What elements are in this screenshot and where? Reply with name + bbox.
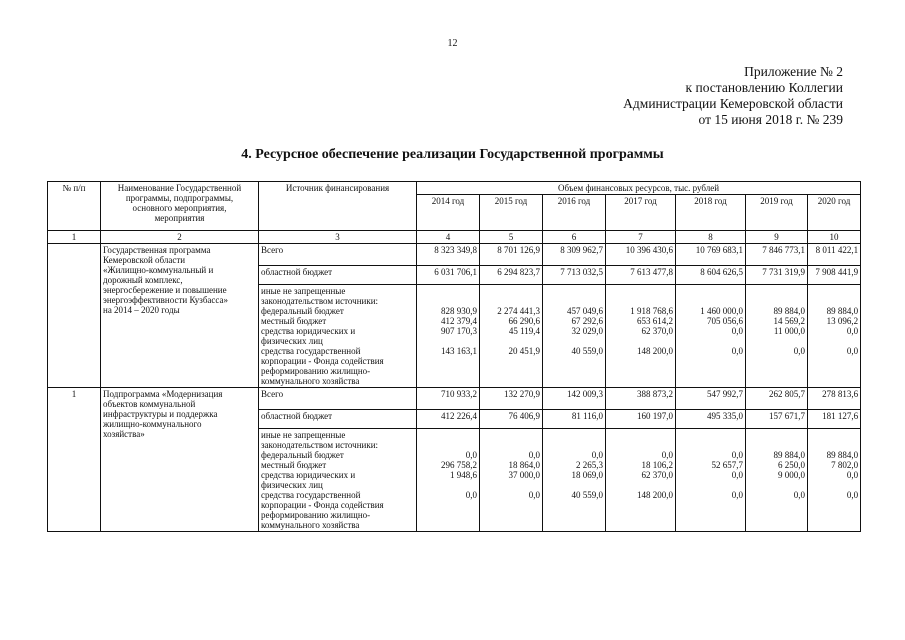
total-value: 10 769 683,1 — [676, 244, 746, 266]
federal-value: 2 274 441,3 — [497, 306, 540, 316]
total-value: 8 309 962,7 — [543, 244, 606, 266]
regional-value: 8 604 626,5 — [676, 266, 746, 285]
regional-value: 7 713 032,5 — [543, 266, 606, 285]
local-value: 67 292,6 — [571, 316, 603, 326]
local-value: 52 657,7 — [711, 460, 743, 470]
header-year: 2015 год — [480, 195, 543, 231]
federal-value: 89 884,0 — [773, 306, 805, 316]
local-value: 18 106,2 — [641, 460, 673, 470]
regional-value: 412 226,4 — [417, 410, 480, 429]
column-number: 8 — [676, 231, 746, 244]
source-line: федеральный бюджет — [261, 450, 344, 460]
source-line: федеральный бюджет — [261, 306, 344, 316]
federal-value: 1 918 768,6 — [630, 306, 673, 316]
federal-value: 0,0 — [661, 450, 673, 460]
appendix-line: Администрации Кемеровской области — [623, 96, 843, 111]
program-name-line: «Жилищно-коммунальный и — [103, 265, 214, 275]
program-name-line: жилищно-коммунального — [103, 419, 202, 429]
header-name-line: мероприятия — [154, 213, 205, 223]
header-volume: Объем финансовых ресурсов, тыс. рублей — [417, 182, 861, 195]
federal-value: 89 884,0 — [826, 306, 859, 316]
source-line: законодательством источники: — [261, 440, 379, 450]
header-year: 2020 год — [808, 195, 861, 231]
total-value: 7 846 773,1 — [746, 244, 808, 266]
source-line: коммунального хозяйства — [261, 376, 360, 386]
header-source: Источник финансирования — [259, 182, 417, 231]
appendix-line: к постановлению Коллегии — [685, 80, 843, 95]
legal-value: 62 370,0 — [641, 470, 673, 480]
source-line: реформированию жилищно- — [261, 510, 371, 520]
fund-value: 0,0 — [793, 346, 805, 356]
legal-value: 37 000,0 — [508, 470, 540, 480]
program-name-line: дорожный комплекс, — [103, 275, 183, 285]
federal-value: 89 884,0 — [773, 450, 805, 460]
total-value: 132 270,9 — [480, 388, 543, 410]
source-regional: областной бюджет — [259, 410, 417, 429]
source-line: иные не запрещенные — [261, 430, 346, 440]
source-line: физических лиц — [261, 480, 323, 490]
local-value: 6 250,0 — [778, 460, 805, 470]
resource-table — [47, 181, 861, 532]
other-values-cell — [543, 285, 606, 388]
legal-value: 62 370,0 — [641, 326, 673, 336]
regional-value: 7 908 441,9 — [808, 266, 861, 285]
header-num: № п/п — [48, 182, 101, 231]
header-year: 2016 год — [543, 195, 606, 231]
federal-value: 1 460 000,0 — [700, 306, 743, 316]
source-total: Всего — [259, 388, 417, 410]
legal-value: 9 000,0 — [778, 470, 805, 480]
program-name-line: энергоэффективности Кузбасса» — [103, 295, 229, 305]
source-line: корпорации - Фонда содействия — [261, 500, 384, 510]
local-value: 2 265,3 — [576, 460, 603, 470]
regional-value: 495 335,0 — [676, 410, 746, 429]
program-name-line: хозяйства» — [103, 429, 145, 439]
federal-value: 0,0 — [731, 450, 743, 460]
local-value: 7 802,0 — [831, 460, 859, 470]
program-name-line: на 2014 – 2020 годы — [103, 305, 180, 315]
total-value: 142 009,3 — [543, 388, 606, 410]
regional-value: 7 731 319,9 — [746, 266, 808, 285]
header-year: 2014 год — [417, 195, 480, 231]
source-line: законодательством источники: — [261, 296, 379, 306]
fund-value: 148 200,0 — [637, 490, 673, 500]
local-value: 66 290,6 — [508, 316, 540, 326]
header-year: 2018 год — [676, 195, 746, 231]
other-values-cell — [808, 285, 861, 388]
local-value: 653 614,2 — [637, 316, 673, 326]
total-value: 547 992,7 — [676, 388, 746, 410]
program-name-line: инфраструктуры и поддержка — [103, 409, 218, 419]
total-value: 8 323 349,8 — [417, 244, 480, 266]
federal-value: 0,0 — [528, 450, 540, 460]
total-row — [48, 388, 861, 410]
fund-value: 148 200,0 — [637, 346, 673, 356]
legal-value: 0,0 — [731, 470, 743, 480]
other-values-cell — [417, 285, 480, 388]
header-name-line: Наименование Государственной — [117, 183, 242, 193]
fund-value: 0,0 — [465, 490, 477, 500]
appendix-block — [623, 64, 843, 128]
legal-value: 32 029,0 — [571, 326, 603, 336]
program-name-line: энергосбережение и повышение — [103, 285, 227, 295]
other-values-cell — [606, 429, 676, 532]
other-values-cell — [746, 285, 808, 388]
fund-value: 0,0 — [731, 346, 743, 356]
regional-value: 81 116,0 — [543, 410, 606, 429]
other-values-cell — [808, 429, 861, 532]
legal-value: 0,0 — [846, 326, 859, 336]
column-number: 5 — [480, 231, 543, 244]
legal-value: 907 170,3 — [441, 326, 477, 336]
source-line: физических лиц — [261, 336, 323, 346]
local-value: 412 379,4 — [441, 316, 477, 326]
regional-value: 160 197,0 — [606, 410, 676, 429]
legal-value: 18 069,0 — [571, 470, 603, 480]
header-row — [48, 182, 861, 195]
program-name — [101, 244, 259, 388]
source-line: местный бюджет — [261, 460, 327, 470]
column-number: 6 — [543, 231, 606, 244]
source-line: средства государственной — [261, 490, 361, 500]
total-value: 278 813,6 — [808, 388, 861, 410]
legal-value: 1 948,6 — [450, 470, 477, 480]
column-number: 7 — [606, 231, 676, 244]
fund-value: 143 163,1 — [441, 346, 477, 356]
column-number: 9 — [746, 231, 808, 244]
regional-value: 6 294 823,7 — [480, 266, 543, 285]
total-value: 710 933,2 — [417, 388, 480, 410]
total-value: 10 396 430,6 — [606, 244, 676, 266]
fund-value: 0,0 — [793, 490, 805, 500]
source-other — [259, 429, 417, 532]
program-name-line: Кемеровской области — [103, 255, 186, 265]
legal-value: 11 000,0 — [773, 326, 805, 336]
regional-value: 76 406,9 — [480, 410, 543, 429]
source-line: местный бюджет — [261, 316, 327, 326]
source-line: средства юридических и — [261, 326, 356, 336]
program-name — [101, 388, 259, 532]
regional-value: 181 127,6 — [808, 410, 861, 429]
other-values-cell — [746, 429, 808, 532]
other-values-cell — [543, 429, 606, 532]
header-year: 2017 год — [606, 195, 676, 231]
fund-value: 40 559,0 — [571, 490, 603, 500]
source-total: Всего — [259, 244, 417, 266]
fund-value: 0,0 — [846, 346, 859, 356]
legal-value: 0,0 — [731, 326, 743, 336]
regional-value: 6 031 706,1 — [417, 266, 480, 285]
page-number: 12 — [447, 38, 458, 49]
other-values-cell — [676, 285, 746, 388]
document-title: 4. Ресурсное обеспечение реализации Государственной программы — [241, 147, 664, 162]
other-values-cell — [417, 429, 480, 532]
fund-value: 40 559,0 — [571, 346, 603, 356]
column-number: 1 — [48, 231, 101, 244]
source-other — [259, 285, 417, 388]
federal-value: 89 884,0 — [826, 450, 859, 460]
source-line: корпорации - Фонда содействия — [261, 356, 384, 366]
other-values-cell — [606, 285, 676, 388]
federal-value: 828 930,9 — [441, 306, 477, 316]
regional-value: 157 671,7 — [746, 410, 808, 429]
regional-value: 7 613 477,8 — [606, 266, 676, 285]
header-name-line: программы, подпрограммы, — [125, 193, 234, 203]
column-number: 4 — [417, 231, 480, 244]
legal-value: 45 119,4 — [508, 326, 540, 336]
row-number — [48, 244, 101, 388]
program-name-line: Подпрограмма «Модернизация — [103, 389, 223, 399]
header-year: 2019 год — [746, 195, 808, 231]
local-value: 18 864,0 — [508, 460, 540, 470]
total-row — [48, 244, 861, 266]
column-number: 10 — [808, 231, 861, 244]
fund-value: 0,0 — [846, 490, 859, 500]
federal-value: 0,0 — [591, 450, 603, 460]
total-value: 388 873,2 — [606, 388, 676, 410]
appendix-line: от 15 июня 2018 г. № 239 — [698, 112, 843, 127]
total-value: 8 701 126,9 — [480, 244, 543, 266]
header-name — [101, 182, 259, 231]
local-value: 296 758,2 — [441, 460, 477, 470]
row-number: 1 — [48, 388, 101, 532]
column-numbers-row — [48, 231, 861, 244]
local-value: 14 569,2 — [773, 316, 805, 326]
program-name-line: Государственная программа — [103, 245, 211, 255]
source-line: средства государственной — [261, 346, 361, 356]
legal-value: 0,0 — [846, 470, 859, 480]
other-values-cell — [480, 429, 543, 532]
appendix-line: Приложение № 2 — [744, 64, 843, 79]
program-name-line: объектов коммунальной — [103, 399, 196, 409]
source-line: иные не запрещенные — [261, 286, 346, 296]
fund-value: 0,0 — [528, 490, 540, 500]
source-line: средства юридических и — [261, 470, 356, 480]
total-value: 8 011 422,1 — [808, 244, 861, 266]
fund-value: 20 451,9 — [508, 346, 540, 356]
other-values-cell — [480, 285, 543, 388]
source-line: реформированию жилищно- — [261, 366, 371, 376]
other-values-cell — [676, 429, 746, 532]
source-line: коммунального хозяйства — [261, 520, 360, 530]
federal-value: 0,0 — [465, 450, 477, 460]
header-name-line: основного мероприятия, — [132, 203, 227, 213]
column-number: 2 — [101, 231, 259, 244]
column-number: 3 — [259, 231, 417, 244]
local-value: 13 096,2 — [826, 316, 859, 326]
local-value: 705 056,6 — [707, 316, 743, 326]
source-regional: областной бюджет — [259, 266, 417, 285]
total-value: 262 805,7 — [746, 388, 808, 410]
fund-value: 0,0 — [731, 490, 743, 500]
federal-value: 457 049,6 — [567, 306, 603, 316]
